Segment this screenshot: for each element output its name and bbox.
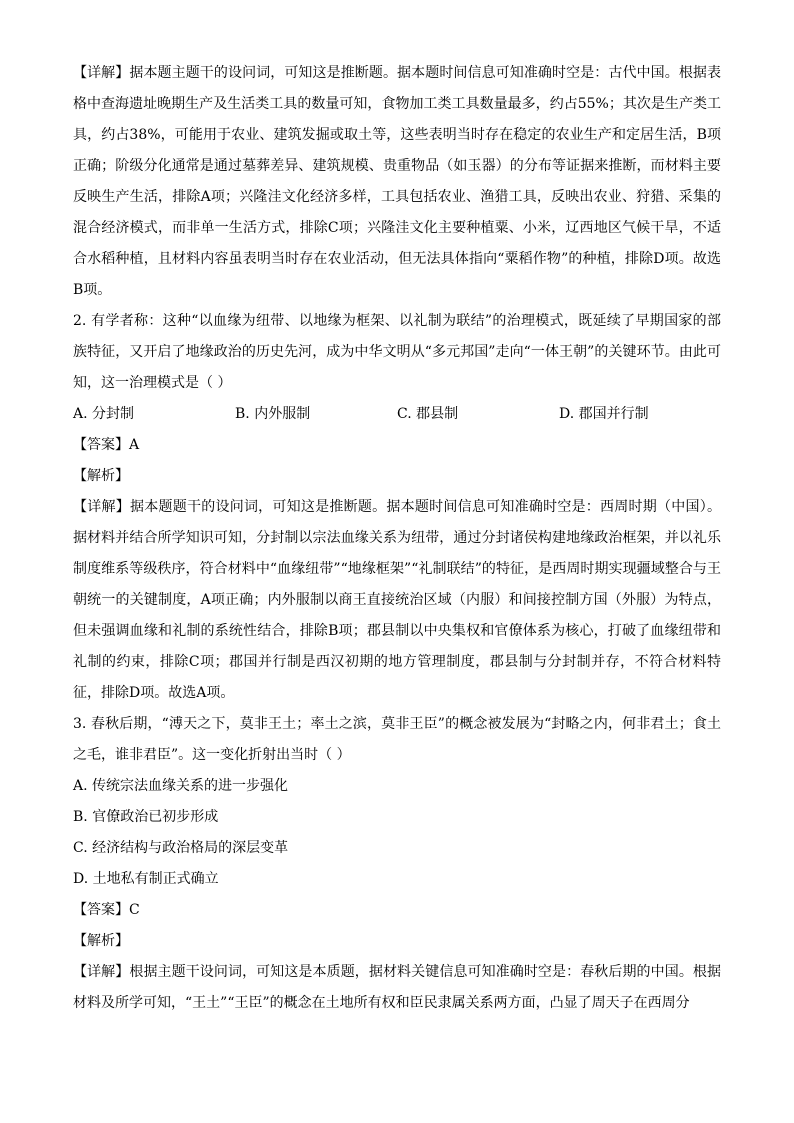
q3-option-c: C. 经济结构与政治格局的深层变革 xyxy=(73,840,289,856)
option-d: D. 郡国并行制 xyxy=(559,406,649,422)
answer-value: C xyxy=(129,902,140,918)
q1-explanation xyxy=(73,58,721,306)
answer-tag: 【答案】 xyxy=(73,902,129,918)
q2-stem: 2. 有学者称：这种“以血缘为纽带、以地缘为框架、以礼制为联结”的治理模式，既延续了早期国家的部族特征，又开启了地缘政治的历史先河，成为中华文明从“多元邦国”走向“一体王朝”的关键环节。由此可知，这一治理模式是（ ） xyxy=(73,313,721,391)
answer-value: A xyxy=(129,437,140,453)
answer-tag: 【答案】 xyxy=(73,437,129,453)
explain-text: 据本题主题干的设问词，可知这是推断题。据本题时间信息可知准确时空是：古代中国。根据表格中查海遗址晚期生产及生活类工具的数量可知，食物加工类工具数量最多，约占55%；其次是生产类工具，约占38%，可能用于农业、建筑发掘或取土等，这些表明当时存在稳定的农业生产和定居生活，B项正确；阶级分化通常是通过墓葬差异、建筑规模、贵重物品（如玉器）的分布等证据来推断，而材料主要反映生产生活，排除A项；兴隆洼文化经济多样，工具包括农业、渔猎工具，反映出农业、狩猎、采集的混合经济模式，而非单一生活方式，排除C项；兴隆洼文化主要种植粟、小米，辽西地区气候干旱，不适合水稻种植，且材料内容虽表明当时存在农业活动，但无法具体指向“粟稻作物”的种植，排除D项。故选B项。 xyxy=(73,65,722,298)
q3-option-b: B. 官僚政治已初步形成 xyxy=(73,809,219,825)
explain-tag: 【详解】 xyxy=(73,499,130,515)
q2-analysis-heading: 【解析】 xyxy=(73,468,129,484)
q3-analysis-heading: 【解析】 xyxy=(73,933,129,949)
option-a: A. 分封制 xyxy=(73,406,135,422)
explain-text: 据本题题干的设问词，可知这是推断题。据本题时间信息可知准确时空是：西周时期（中国）。据材料并结合所学知识可知，分封制以宗法血缘关系为纽带，通过分封诸侯构建地缘政治框架，并以礼乐制度维系等级秩序，符合材料中“血缘纽带”“地缘框架”“礼制联结”的特征，是西周时期实现疆域整合与王朝统一的关键制度，A项正确；内外服制以商王直接统治区域（内服）和间接控制方国（外服）为特点，但未强调血缘和礼制的系统性结合，排除B项；郡县制以中央集权和官僚体系为核心，打破了血缘纽带和礼制的约束，排除C项；郡国并行制是西汉初期的地方管理制度，郡县制与分封制并存，不符合材料特征，排除D项。故选A项。 xyxy=(73,499,722,701)
q3-option-d: D. 土地私有制正式确立 xyxy=(73,871,219,887)
option-b: B. 内外服制 xyxy=(235,406,311,422)
document-body xyxy=(73,58,721,1019)
q3-explanation xyxy=(73,957,721,1019)
q3-option-a: A. 传统宗法血缘关系的进一步强化 xyxy=(73,778,289,794)
explain-tag: 【详解】 xyxy=(73,65,130,81)
q2-options xyxy=(73,399,721,430)
q2-answer xyxy=(73,430,721,461)
q3-stem: 3. 春秋后期，“溥天之下，莫非王土；率土之滨，莫非王臣”的概念被发展为“封略之内，何非君土；食土之毛，谁非君臣”。这一变化折射出当时（ ） xyxy=(73,716,721,763)
explain-text: 根据主题干设问词，可知这是本质题，据材料关键信息可知准确时空是：春秋后期的中国。根据材料及所学可知，“王土”“王臣”的概念在土地所有权和臣民隶属关系两方面，凸显了周天子在西周分 xyxy=(73,964,722,1011)
q2-explanation xyxy=(73,492,721,709)
q3-answer xyxy=(73,895,721,926)
option-c: C. 郡县制 xyxy=(397,406,459,422)
explain-tag: 【详解】 xyxy=(73,964,130,980)
